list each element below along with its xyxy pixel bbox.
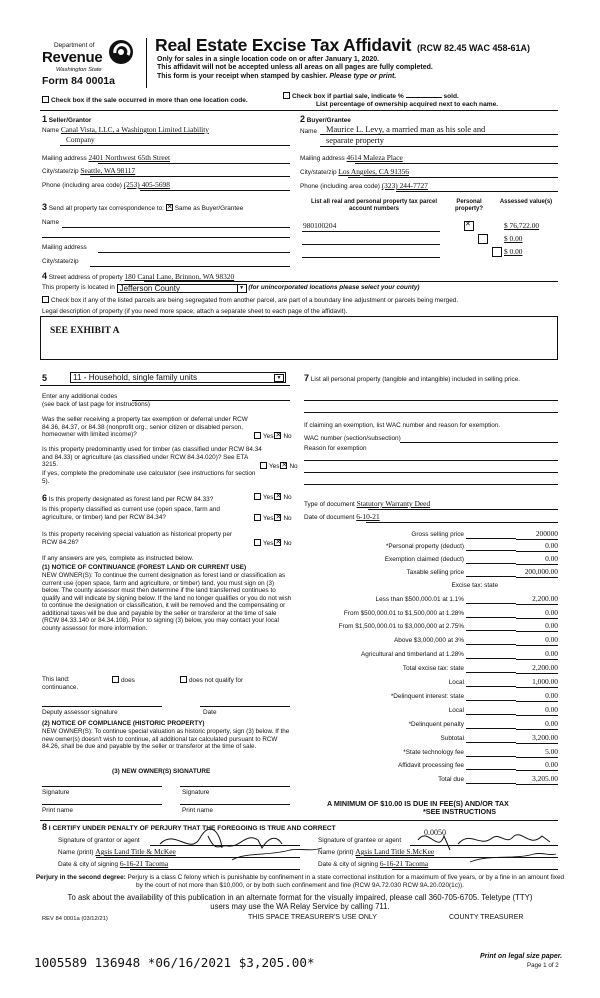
legal-paper-note: Print on legal size paper.	[480, 953, 563, 960]
tax-row-amount: 0.00	[516, 650, 558, 660]
tax-row-label: *Personal property (deduct)	[385, 543, 464, 550]
parcel-number-1: 980100204	[303, 221, 337, 230]
dor-revenue-word: Revenue	[42, 49, 103, 66]
tax-row	[306, 623, 558, 633]
form-title-text: Real Estate Excise Tax Affidavit	[155, 35, 412, 55]
certify-row: 8 I CERTIFY UNDER PENALTY OF PERJURY THAT THE FOREGOING IS TRUE AND CORRECT	[42, 822, 336, 832]
tax-row-amount: 3,200.00	[516, 734, 558, 744]
grantor-date-row: Date & city of signing 6-16-21 Tacoma	[58, 859, 169, 868]
tax-row-amount: 2,200.00	[516, 595, 558, 605]
grantee-name-row: Name (print) Agsis Land Title S.McKee	[318, 847, 435, 856]
cashier-stamp: 1005589 136948 *06/16/2021 $3,205.00*	[34, 955, 315, 970]
parcel-col-header: List all real and personal property tax parcel account numbers	[310, 199, 438, 213]
chevron-down-icon[interactable]: ▼	[237, 285, 246, 293]
seller-phone: (253) 405-5698	[123, 180, 170, 189]
segregated-checkbox[interactable]	[42, 296, 49, 303]
notice-compliance-body: NEW OWNER(S): To continue special valuation as historic property, sign (3) below. If the new owner(s) doesn't wish to continue, all additional tax calculated pursuant to RCW 84.26, shall be due and payable by the seller or transferor at the time of sale.	[42, 728, 290, 751]
tax-row-amount: 3,205.00	[516, 775, 558, 785]
page-number: Page 1 of 2	[527, 962, 559, 969]
legal-description-text: SEE EXHIBIT A	[50, 326, 120, 336]
buyer-phone: (323) 244-7727	[381, 181, 428, 190]
assessed-value-1: $ 76,722.00	[504, 221, 540, 230]
tax-row-label: Total excise tax: state	[402, 665, 464, 672]
seller-heading: 1 Seller/Grantor	[42, 114, 92, 124]
tax-row-amount: 0.00	[516, 542, 558, 552]
header-line-3: This form is your receipt when stamped by cashier. Please type or print.	[157, 72, 397, 80]
grantee-date-row: Date & city of signing 6-16-21 Tacoma	[318, 859, 429, 868]
exemption-question: Was the seller receiving a property tax exemption or deferral under RCW 84.36, 84.37, or 84.38 (nonprofit org., senior citizen or disabled person, homeowner with limited income)?	[42, 416, 248, 439]
tax-row-leader	[466, 644, 516, 645]
buyer-city: Los Angeles, CA 91356	[338, 167, 409, 176]
perjury-notice: Perjury in the second degree: Perjury is a class C felony which is punishable by confinement in a state correctional institution for a maximum of five years, or by a fine in an amount fixed by the court of not more than $10,000, or by both such confinement and fine (RCW 9A.72.030 RCW 9A.20.020(1c)).	[35, 874, 565, 889]
tax-row-amount: 0.00	[516, 720, 558, 730]
multi-location-check[interactable]: Check box if the sale occurred in more than one location code.	[42, 96, 248, 105]
seller-name-line2: Company	[66, 135, 95, 144]
timber-yes-no[interactable]: Yes✕ No	[260, 462, 298, 471]
tax-row-leader	[466, 538, 516, 539]
tax-row	[306, 531, 558, 541]
grantee-signature-label: Signature of grantee or agent	[318, 837, 402, 844]
forest-land-question: 6 Is this property designated as forest land per RCW 84.33?	[42, 493, 214, 503]
see-instructions-note: *SEE INSTRUCTIONS	[423, 807, 497, 816]
tax-row-label: Subtotal	[440, 735, 464, 742]
tax-row-label: Agricultural and timberland at 1.28%	[360, 651, 464, 658]
form-title	[155, 35, 530, 56]
tax-row	[306, 665, 558, 675]
county-treasurer: COUNTY TREASURER	[449, 914, 524, 921]
tax-row-amount: 1,000.00	[516, 678, 558, 688]
buyer-name-line2: separate property	[326, 136, 384, 145]
tax-row-label: *Delinquent penalty	[408, 721, 464, 728]
tax-correspondence: 3 Send all property tax correspondence to: ✕ Same as Buyer/Grantee	[42, 202, 243, 213]
county-select[interactable]: Jefferson County ▼	[117, 284, 247, 293]
grantor-signature-label: Signature of grantor or agent	[58, 837, 140, 844]
personal-property-checkbox-2[interactable]	[478, 234, 488, 244]
doc-date: 6-10-21	[356, 512, 380, 521]
chevron-down-icon[interactable]: ▼	[274, 374, 284, 382]
historic-question: Is this property receiving special valuation as historical property per RCW 84.26?	[42, 531, 233, 546]
dor-logo	[40, 38, 136, 88]
personal-property-checkbox-3[interactable]	[492, 247, 502, 257]
tax-row-label: Less than $500,000.01 at 1.1%	[375, 596, 464, 603]
tax-row-leader	[466, 617, 516, 618]
tax-row-amount: 0.00	[516, 555, 558, 565]
tax-row	[306, 762, 558, 772]
tax-row-leader	[466, 563, 516, 564]
tax-row	[306, 707, 558, 717]
local-rate: 0.0050	[424, 828, 446, 837]
seller-city: Seattle, WA 98117	[80, 166, 136, 175]
timber-question: Is this property predominantly used for timber (as classified under RCW 84.34 and 84.33) or agriculture (as classified under RCW 84.34.020)? See ETA 3215.	[42, 446, 262, 469]
tax-row-label: Taxable selling price	[406, 569, 464, 576]
tax-row-leader	[466, 756, 516, 757]
tax-row-leader	[466, 783, 516, 784]
tax-row-label: From $500,000.01 to $1,500,000 at 1.28%	[343, 610, 464, 617]
form-title-rcw: (RCW 82.45 WAC 458-61A)	[417, 43, 531, 53]
partial-sale-checkbox[interactable]	[283, 92, 290, 99]
dor-dept-line: Department of	[54, 42, 95, 49]
tax-row-label: Local	[448, 679, 464, 686]
tax-row-amount: 0.00	[516, 622, 558, 632]
tax-row-label: From $1,500,000.01 to $3,000,000 at 2.75%	[338, 623, 464, 630]
tax-row-label: Affidavit processing fee	[398, 762, 464, 769]
tax-row-amount: 0.00	[516, 761, 558, 771]
tax-row-amount: 200000	[516, 530, 558, 540]
doc-date-row: Date of document 6-10-21	[304, 512, 380, 521]
tax-row-label: Gross selling price	[411, 531, 464, 538]
tax-row-leader	[466, 630, 516, 631]
revision: REV 84 0001a (03/12/21)	[42, 916, 108, 922]
legal-description-box[interactable]	[40, 316, 558, 360]
tax-row	[306, 721, 558, 731]
tax-row-leader	[466, 714, 516, 715]
does-not-qualify-check[interactable]: does not qualify for	[180, 676, 243, 685]
treasurer-space: THIS SPACE TREASURER'S USE ONLY	[248, 914, 377, 921]
doc-type: Statutory Warranty Deed	[356, 499, 431, 508]
tax-row-label: Above $3,000,000 at 3%	[394, 637, 464, 644]
tax-row-leader	[466, 550, 516, 551]
current-use-yes-no[interactable]: Yes✕ No	[254, 514, 292, 523]
tax-row	[306, 735, 558, 745]
seller-mailing: 2401 Northwest 65th Street	[88, 153, 171, 162]
notice-continuance-body: NEW OWNER(S): To continue the current designation as forest land or classification as current use (open space, farm and agriculture, or timber) land, you must sign on (3) below. The county assessor must then determine if the land transferred continues to qualify and will indicate by signing below. If the land no longer qualifies or you do not wish to continue the designation or classification, it will be removed and the compensating or additional taxes will be due and payable by the seller or transferor at the time of sale (RCW 84.33.140 or 84.34.108). Prior to signing (3) below, you may contact your local county assessor for more information.	[42, 572, 292, 632]
tax-row-label: *Delinquent interest: state	[390, 693, 464, 700]
tax-row	[306, 596, 558, 606]
personal-property-list: 7 List all personal property (tangible and intangible) included in selling price.	[304, 373, 521, 383]
assessed-value-3: $ 0.00	[504, 247, 523, 256]
tax-row	[306, 582, 558, 592]
historic-yes-no[interactable]: Yes✕ No	[254, 539, 292, 548]
assessed-value-2: $ 0.00	[504, 234, 523, 243]
buyer-mailing: 4614 Maleza Place	[346, 153, 403, 162]
tax-row-amount: 5.00	[516, 748, 558, 758]
tax-row	[306, 651, 558, 661]
buyer-heading: 2 Buyer/Grantee	[300, 114, 351, 124]
tax-row-leader	[466, 700, 516, 701]
does-qualify-check[interactable]: does	[112, 676, 135, 685]
dor-state-line: Washington State	[56, 67, 102, 73]
tax-row-amount: 0.00	[516, 609, 558, 619]
header-line-1: Only for sales in a single location code on or after January 1, 2020.	[157, 56, 380, 63]
tax-row-leader	[466, 658, 516, 659]
tax-row-leader	[466, 603, 516, 604]
tax-row	[306, 679, 558, 689]
current-use-question: Is this property classified as current use (open space, farm and agriculture, or timber) land per RCW 84.34?	[42, 506, 220, 521]
tax-row-leader	[466, 742, 516, 743]
tax-row-label: Local	[448, 707, 464, 714]
street-address-row: 4 Street address of property 180 Canal Lane, Brinnon, WA 98320	[42, 271, 235, 281]
tax-row	[306, 543, 558, 553]
tax-row-amount: 2,200.00	[516, 664, 558, 674]
property-street: 180 Canal Lane, Brinnon, WA 98320	[124, 272, 235, 281]
personal-prop-col-header: Personal property?	[454, 199, 483, 213]
dor-swirl-icon	[107, 38, 135, 66]
tax-row	[306, 556, 558, 566]
tax-row-amount: 0.00	[516, 706, 558, 716]
tax-row-amount: 0.00	[516, 636, 558, 646]
grantor-signature-scribble	[150, 826, 330, 866]
forest-yes-no[interactable]: Yes✕ No	[254, 493, 292, 502]
tax-row-label: Total due	[438, 776, 464, 783]
form-number: Form 84 0001a	[42, 75, 115, 87]
tax-row-label: Excise tax: state	[451, 582, 498, 589]
assessed-col-header: Assessed value(s)	[499, 199, 553, 205]
tax-row-leader	[466, 672, 516, 673]
seller-name: Canal Vista, LLC, a Washington Limited Liability	[60, 125, 209, 134]
grantor-name-row: Name (print) Agsis Land Title & McKee	[58, 847, 176, 856]
legal-description-label: Legal description of property (if you need more space, attach a separate sheet to each page of the affidavit).	[42, 308, 348, 315]
partial-sale-check[interactable]: Check box if partial sale, indicate % sold.	[283, 92, 459, 101]
list-percentage-note: List percentage of ownership acquired next to each name.	[316, 101, 499, 108]
tax-row	[306, 569, 558, 579]
same-as-buyer-checkbox[interactable]	[166, 204, 173, 211]
tax-row-label: *State technology fee	[403, 749, 464, 756]
personal-property-checkbox-1[interactable]	[464, 221, 474, 231]
tax-row-leader	[466, 686, 516, 687]
tax-row	[306, 693, 558, 703]
header-line-2: This affidavit will not be accepted unless all areas on all pages are fully completed.	[157, 64, 433, 72]
exemption-yes-no[interactable]: Yes✕ No	[254, 432, 292, 441]
tax-row	[306, 637, 558, 647]
doc-type-row: Type of document Statutory Warranty Deed	[304, 499, 431, 508]
tax-row-amount: 200,000.00	[516, 568, 558, 578]
buyer-name: Maurice L. Levy, a married man as his sole and	[326, 125, 486, 134]
tax-row	[306, 749, 558, 759]
tax-row-label: Exemption claimed (deduct)	[384, 556, 464, 563]
multi-location-checkbox[interactable]	[42, 96, 49, 103]
tax-row	[306, 610, 558, 620]
alt-format-notice: To ask about the availability of this publication in an alternate format for the visually impaired, please call 360-705-6705. Teletype (TTY) users may use the WA Relay Service by calling 711.	[67, 893, 533, 912]
county-row: This property is located in Jefferson County ▼ (for unincorporated locations please select your county)	[42, 284, 420, 293]
land-use-select[interactable]: 11 - Household, single family units ▼	[70, 372, 286, 383]
minimum-due-note: A MINIMUM OF $10.00 IS DUE IN FEE(S) AND/OR TAX	[327, 799, 509, 808]
grantee-signature-scribble	[410, 824, 560, 866]
tax-row-leader	[466, 728, 516, 729]
segregated-check[interactable]: Check box if any of the listed parcels are being segregated from another parcel, are part of a boundary line adjustment or parcels being merged.	[42, 296, 458, 305]
tax-row-leader	[466, 576, 516, 577]
tax-row	[306, 776, 558, 786]
tax-row-amount: 0.00	[516, 692, 558, 702]
tax-row-leader	[466, 769, 516, 770]
